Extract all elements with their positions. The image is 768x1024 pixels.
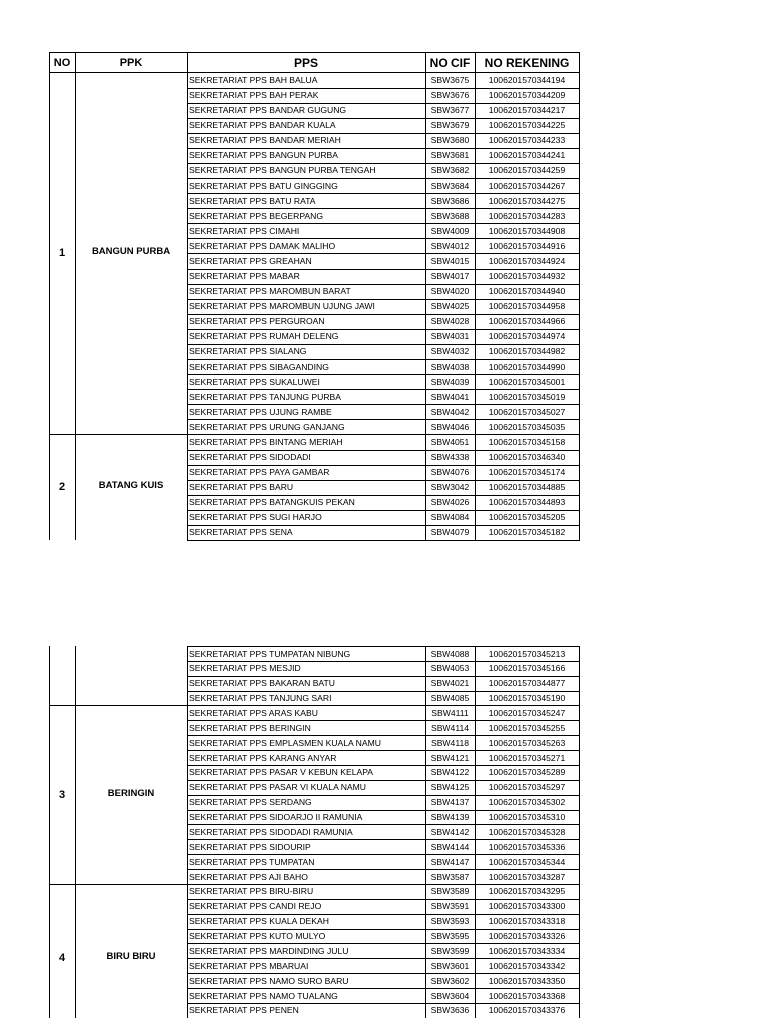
cif-cell: SBW4015	[430, 255, 470, 266]
rekening-cell: 1006201570344893	[488, 497, 566, 508]
pps-cell: SEKRETARIAT PPS MARDINDING JULU	[189, 945, 349, 956]
pps-cell: SEKRETARIAT PPS SIBAGANDING	[189, 361, 329, 372]
rekening-cell: 1006201570345182	[488, 527, 566, 538]
rekening-cell: 1006201570345019	[488, 391, 566, 402]
rekening-cell: 1006201570343368	[488, 990, 566, 1001]
pps-cell: SEKRETARIAT PPS NAMO TUALANG	[189, 990, 338, 1001]
cif-cell: SBW3676	[430, 90, 470, 101]
rekening-cell: 1006201570344885	[488, 482, 566, 493]
pps-cell: SEKRETARIAT PPS DAMAK MALIHO	[189, 240, 336, 251]
rekening-cell: 1006201570344259	[488, 165, 566, 176]
rekening-cell: 1006201570344233	[488, 135, 566, 146]
cif-cell: SBW3682	[430, 165, 470, 176]
cif-cell: SBW4039	[430, 376, 470, 387]
pps-cell: SEKRETARIAT PPS MBARUAI	[189, 960, 309, 971]
pps-cell: SEKRETARIAT PPS MABAR	[189, 271, 300, 282]
cif-cell: SBW4079	[430, 527, 470, 538]
pps-cell: SEKRETARIAT PPS SIDOARJO II RAMUNIA	[189, 812, 363, 823]
rekening-cell: 1006201570346340	[488, 452, 566, 462]
pps-cell: SEKRETARIAT PPS EMPLASMEN KUALA NAMU	[189, 737, 381, 748]
rekening-cell: 1006201570343318	[488, 916, 566, 927]
rekening-cell: 1006201570345344	[488, 856, 566, 867]
rekening-cell: 1006201570343326	[488, 931, 566, 942]
rekening-cell: 1006201570344958	[488, 301, 566, 312]
rekening-cell: 1006201570345255	[488, 722, 566, 733]
cif-cell: SBW4084	[430, 512, 470, 523]
rekening-cell: 1006201570345247	[488, 707, 566, 718]
pps-cell: SEKRETARIAT PPS MAROMBUN BARAT	[189, 286, 351, 297]
group-border	[49, 705, 188, 706]
rekening-cell: 1006201570344982	[488, 346, 566, 357]
cif-cell: SBW4021	[430, 678, 470, 689]
pps-cell: SEKRETARIAT PPS BEGERPANG	[189, 210, 324, 221]
cif-cell: SBW3589	[430, 886, 470, 897]
group-border	[49, 884, 188, 885]
pps-cell: SEKRETARIAT PPS SIALANG	[189, 346, 307, 357]
rekening-cell: 1006201570344877	[488, 678, 566, 689]
rekening-cell: 1006201570343300	[488, 901, 566, 912]
pps-cell: SEKRETARIAT PPS BANDAR KUALA	[189, 120, 336, 131]
rekening-cell: 1006201570345336	[488, 841, 566, 852]
table-column-border	[187, 73, 188, 541]
pps-cell: SEKRETARIAT PPS SIDODADI	[189, 452, 311, 462]
rekening-cell: 1006201570344217	[488, 105, 566, 116]
table-column-border	[475, 646, 476, 1018]
cif-cell: SBW4017	[430, 271, 470, 282]
pps-cell: SEKRETARIAT PPS PAYA GAMBAR	[189, 467, 330, 478]
table-column-border	[75, 73, 76, 540]
table-column-border	[579, 73, 580, 541]
pps-cell: SEKRETARIAT PPS TUMPATAN NIBUNG	[189, 648, 351, 659]
rekening-cell: 1006201570343334	[488, 945, 566, 956]
pps-cell: SEKRETARIAT PPS SUGI HARJO	[189, 512, 322, 523]
cif-cell: SBW4025	[430, 301, 470, 312]
cif-cell: SBW3680	[430, 135, 470, 146]
table-column-border	[187, 646, 188, 1018]
rekening-cell: 1006201570344932	[488, 271, 566, 282]
cif-cell: SBW4012	[430, 240, 470, 251]
pps-cell: SEKRETARIAT PPS PASAR VI KUALA NAMU	[189, 782, 367, 793]
table-column-border	[579, 646, 580, 1018]
cif-cell: SBW4041	[430, 391, 470, 402]
pps-cell: SEKRETARIAT PPS BANDAR MERIAH	[189, 135, 341, 146]
cif-cell: SBW3602	[430, 975, 470, 986]
rekening-cell: 1006201570345263	[488, 737, 566, 748]
cif-cell: SBW4121	[430, 752, 470, 763]
pps-cell: SEKRETARIAT PPS AJI BAHO	[189, 871, 308, 882]
group-ppk-name: BATANG KUIS	[98, 480, 164, 492]
rekening-cell: 1006201570345001	[488, 376, 566, 387]
group-ppk-name: BERINGIN	[107, 787, 155, 799]
pps-cell: SEKRETARIAT PPS CIMAHI	[189, 225, 300, 236]
rekening-cell: 1006201570345213	[488, 648, 566, 659]
cif-cell: SBW4020	[430, 286, 470, 297]
cif-cell: SBW4142	[430, 826, 470, 837]
pps-cell: SEKRETARIAT PPS SIDODADI RAMUNIA	[189, 826, 353, 837]
rekening-cell: 1006201570344908	[488, 225, 566, 236]
pps-cell: SEKRETARIAT PPS BATANGKUIS PEKAN	[189, 497, 355, 508]
cif-cell: SBW3604	[430, 990, 470, 1001]
cif-cell: SBW3636	[430, 1005, 470, 1016]
cif-cell: SBW3591	[430, 901, 470, 912]
pps-cell: SEKRETARIAT PPS BAH PERAK	[189, 90, 319, 101]
cif-cell: SBW4051	[430, 436, 470, 447]
pps-cell: SEKRETARIAT PPS BAH BALUA	[189, 75, 318, 85]
rekening-cell: 1006201570344267	[488, 180, 566, 191]
rekening-cell: 1006201570344990	[488, 361, 566, 372]
cif-cell: SBW4144	[430, 841, 470, 852]
rekening-cell: 1006201570343295	[488, 886, 566, 897]
rekening-cell: 1006201570344924	[488, 255, 566, 266]
rekening-cell: 1006201570345328	[488, 826, 566, 837]
group-ppk-name: BANGUN PURBA	[91, 246, 171, 258]
pps-cell: SEKRETARIAT PPS NAMO SURO BARU	[189, 975, 349, 986]
pps-cell: SEKRETARIAT PPS SENA	[189, 527, 293, 538]
cif-cell: SBW3688	[430, 210, 470, 221]
cif-cell: SBW4038	[430, 361, 470, 372]
rekening-cell: 1006201570345289	[488, 767, 566, 778]
pps-cell: SEKRETARIAT PPS SUKALUWEI	[189, 376, 320, 387]
cif-cell: SBW4125	[430, 782, 470, 793]
pps-cell: SEKRETARIAT PPS PENEN	[189, 1005, 299, 1016]
pps-cell: SEKRETARIAT PPS PASAR V KEBUN KELAPA	[189, 767, 374, 778]
group-number: 4	[58, 952, 66, 965]
cif-cell: SBW4114	[430, 722, 470, 733]
cif-cell: SBW3684	[430, 180, 470, 191]
pps-cell: SEKRETARIAT PPS BINTANG MERIAH	[189, 436, 343, 447]
pps-cell: SEKRETARIAT PPS MESJID	[189, 663, 301, 674]
rekening-cell: 1006201570344916	[488, 240, 566, 251]
cif-cell: SBW4028	[430, 316, 470, 327]
pps-cell: SEKRETARIAT PPS TANJUNG SARI	[189, 693, 332, 704]
pps-cell: SEKRETARIAT PPS RUMAH DELENG	[189, 331, 339, 342]
pps-cell: SEKRETARIAT PPS CANDI REJO	[189, 901, 322, 912]
pps-cell: SEKRETARIAT PPS SIDOURIP	[189, 841, 311, 852]
table-bottom-border	[187, 540, 580, 541]
rekening-cell: 1006201570344194	[488, 75, 566, 85]
pps-cell: SEKRETARIAT PPS KARANG ANYAR	[189, 752, 337, 763]
table-column-border	[49, 73, 50, 540]
table-column-border	[425, 646, 426, 1018]
cif-cell: SBW4032	[430, 346, 470, 357]
pps-cell: SEKRETARIAT PPS BANGUN PURBA	[189, 150, 338, 161]
pps-cell: SEKRETARIAT PPS UJUNG RAMBE	[189, 406, 332, 417]
cif-cell: SBW4042	[430, 406, 470, 417]
pps-cell: SEKRETARIAT PPS SERDANG	[189, 797, 312, 808]
pps-cell: SEKRETARIAT PPS URUNG GANJANG	[189, 421, 345, 432]
pps-cell: SEKRETARIAT PPS BANGUN PURBA TENGAH	[189, 165, 376, 176]
pps-cell: SEKRETARIAT PPS KUTO MULYO	[189, 931, 326, 942]
rekening-cell: 1006201570345027	[488, 406, 566, 417]
rekening-cell: 1006201570344209	[488, 90, 566, 101]
cif-cell: SBW4046	[430, 421, 470, 432]
rekening-cell: 1006201570345190	[488, 693, 566, 704]
rekening-cell: 1006201570345297	[488, 782, 566, 793]
cif-cell: SBW4118	[430, 737, 470, 748]
rekening-cell: 1006201570344275	[488, 195, 566, 206]
rekening-cell: 1006201570345035	[488, 421, 566, 432]
cif-cell: SBW4122	[430, 767, 470, 778]
pps-cell: SEKRETARIAT PPS ARAS KABU	[189, 707, 318, 718]
cif-cell: SBW4137	[430, 797, 470, 808]
group-number: 1	[58, 247, 66, 260]
pps-cell: SEKRETARIAT PPS BANDAR GUGUNG	[189, 105, 347, 116]
group-number: 2	[58, 481, 66, 494]
cif-cell: SBW4111	[431, 707, 469, 718]
header-ppk: PPK	[119, 57, 143, 69]
rekening-cell: 1006201570345310	[488, 812, 566, 823]
cif-cell: SBW3675	[430, 75, 470, 85]
rekening-cell: 1006201570345174	[488, 467, 566, 478]
rekening-cell: 1006201570344283	[488, 210, 566, 221]
cif-cell: SBW3587	[430, 871, 470, 882]
cif-cell: SBW3595	[430, 931, 470, 942]
pps-cell: SEKRETARIAT PPS PERGUROAN	[189, 316, 325, 327]
rekening-cell: 1006201570344241	[488, 150, 566, 161]
cif-cell: SBW3042	[430, 482, 470, 493]
pps-cell: SEKRETARIAT PPS BARU	[189, 482, 294, 493]
cif-cell: SBW4031	[430, 331, 470, 342]
pps-cell: SEKRETARIAT PPS GREAHAN	[189, 255, 312, 266]
cif-cell: SBW4338	[430, 452, 470, 462]
cif-cell: SBW3679	[430, 120, 470, 131]
group-border	[49, 434, 188, 435]
rekening-cell: 1006201570343342	[488, 960, 566, 971]
rekening-cell: 1006201570345158	[488, 436, 566, 447]
pps-cell: SEKRETARIAT PPS MAROMBUN UJUNG JAWI	[189, 301, 375, 312]
rekening-cell: 1006201570343376	[488, 1005, 566, 1016]
table-column-border	[475, 73, 476, 541]
pps-cell: SEKRETARIAT PPS BIRU-BIRU	[189, 886, 314, 897]
cif-cell: SBW3593	[430, 916, 470, 927]
table-row-border	[187, 72, 580, 73]
pps-cell: SEKRETARIAT PPS TANJUNG PURBA	[189, 391, 342, 402]
cif-cell: SBW4139	[430, 812, 470, 823]
cif-cell: SBW3599	[430, 945, 470, 956]
cif-cell: SBW4026	[430, 497, 470, 508]
header-no-cif: NO CIF	[429, 56, 471, 70]
table-column-border	[425, 73, 426, 541]
header-top-border	[49, 52, 580, 53]
rekening-cell: 1006201570345271	[488, 752, 566, 763]
cif-cell: SBW4147	[430, 856, 470, 867]
rekening-cell: 1006201570343350	[488, 975, 566, 986]
cif-cell: SBW3677	[430, 105, 470, 116]
cif-cell: SBW4009	[430, 225, 470, 236]
pps-cell: SEKRETARIAT PPS BATU GINGGING	[189, 180, 338, 191]
pps-cell: SEKRETARIAT PPS KUALA DEKAH	[189, 916, 329, 927]
pps-cell: SEKRETARIAT PPS BATU RATA	[189, 195, 316, 206]
rekening-cell: 1006201570344974	[488, 331, 566, 342]
header-no-rekening: NO REKENING	[484, 56, 570, 70]
pps-cell: SEKRETARIAT PPS BAKARAN BATU	[189, 678, 335, 689]
rekening-cell: 1006201570345166	[488, 663, 566, 674]
cif-cell: SBW4053	[430, 663, 470, 674]
rekening-cell: 1006201570343287	[488, 871, 566, 882]
header-pps: PPS	[293, 56, 318, 70]
cif-cell: SBW4085	[430, 693, 470, 704]
rekening-cell: 1006201570345302	[488, 797, 566, 808]
cif-cell: SBW4076	[430, 467, 470, 478]
cif-cell: SBW3601	[430, 960, 470, 971]
rekening-cell: 1006201570344966	[488, 316, 566, 327]
cif-cell: SBW3686	[430, 195, 470, 206]
rekening-cell: 1006201570345205	[488, 512, 566, 523]
header-column-border	[579, 52, 580, 73]
pps-cell: SEKRETARIAT PPS TUMPATAN	[189, 856, 315, 867]
group-ppk-name: BIRU BIRU	[106, 951, 156, 963]
group-number: 3	[58, 788, 66, 801]
cif-cell: SBW4088	[430, 648, 470, 659]
header-no: NO	[53, 57, 71, 69]
pps-cell: SEKRETARIAT PPS BERINGIN	[189, 722, 311, 733]
cif-cell: SBW3681	[430, 150, 470, 161]
rekening-cell: 1006201570344225	[488, 120, 566, 131]
rekening-cell: 1006201570344940	[488, 286, 566, 297]
